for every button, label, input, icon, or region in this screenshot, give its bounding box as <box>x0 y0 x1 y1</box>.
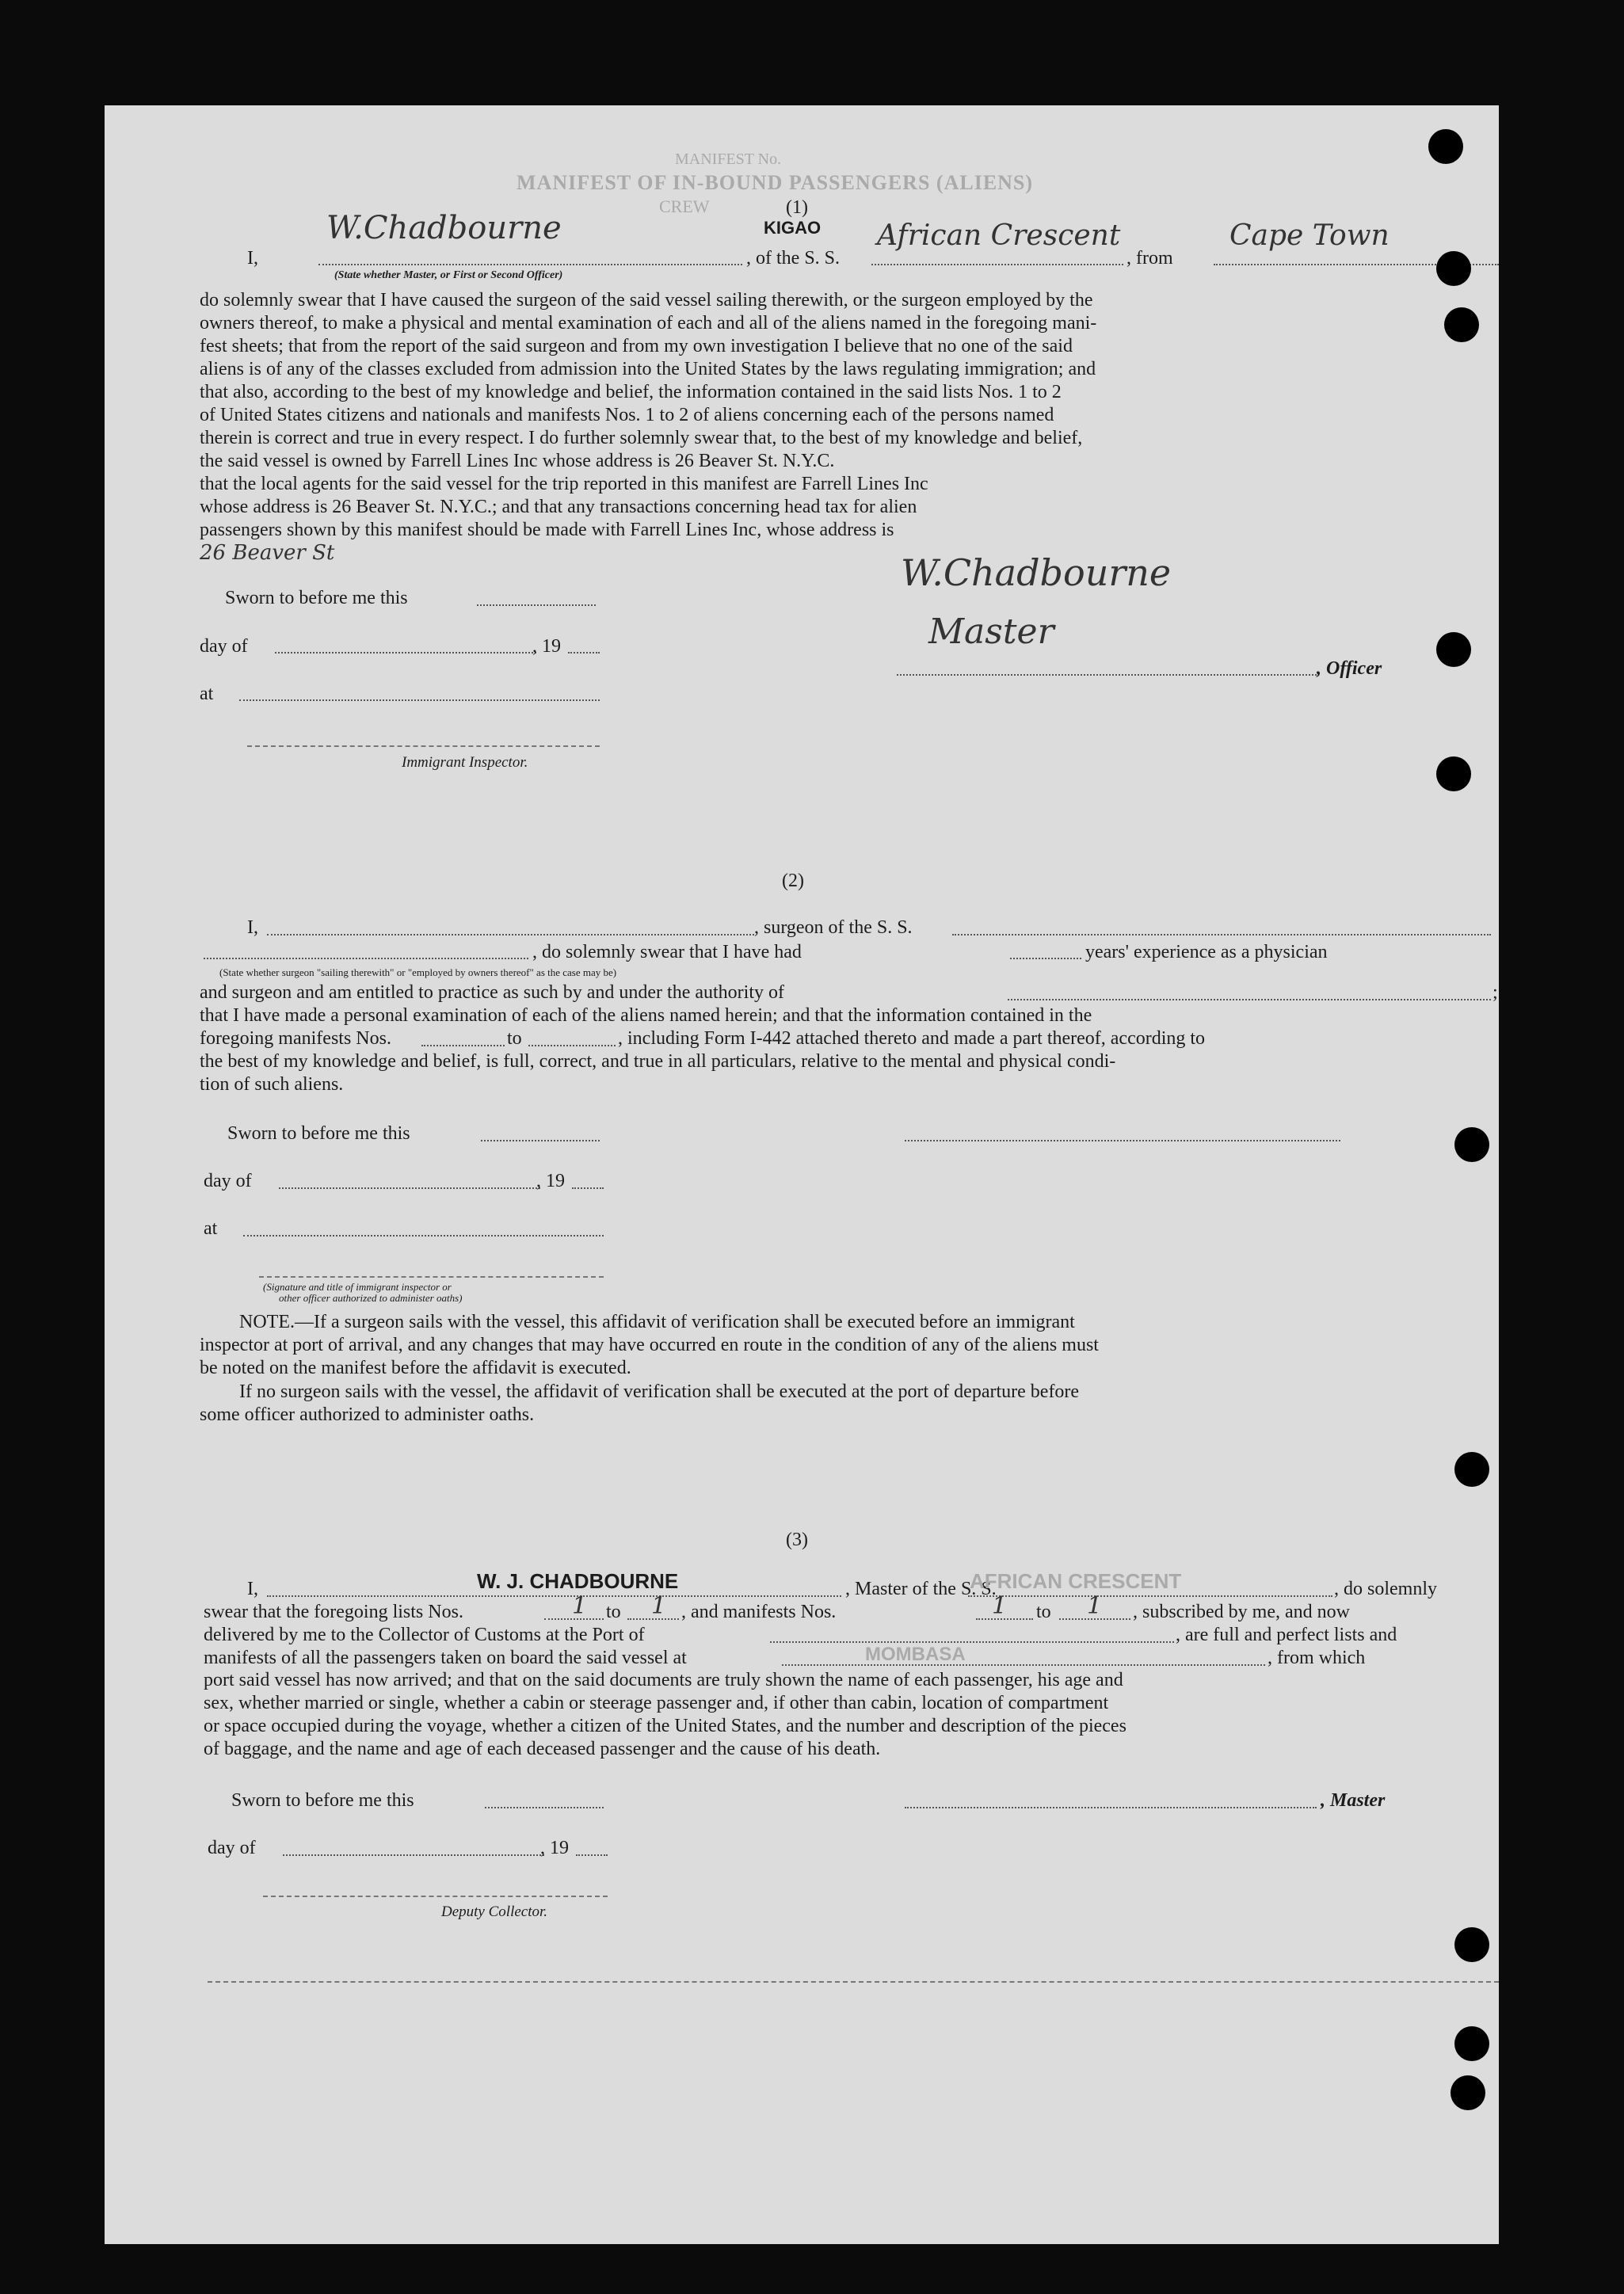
s3-line: of baggage, and the name and age of each deceased passenger and the cause of his death. <box>204 1739 881 1759</box>
note-line: —If a surgeon sails with the vessel, this affidavit of verification shall be executed before an immigrant <box>294 1312 1075 1332</box>
s3-l2e: , subscribed by me, and now <box>1133 1602 1350 1622</box>
s2-line3: and surgeon and am entitled to practice as such by and under the authority of <box>200 982 784 1003</box>
s3-departure-stamp: MOMBASA <box>865 1644 966 1665</box>
s1-oath-paragraph <box>200 289 1499 565</box>
s1-line: aliens is of any of the classes excluded from admission into the United States by the laws regulating immigration; and <box>200 359 1096 379</box>
s3-prefix: I, <box>247 1579 258 1599</box>
s1-of-ss: , of the S. S. <box>746 248 841 269</box>
binder-hole <box>1454 1927 1489 1962</box>
s1-line: that also, according to the best of my knowledge and belief, the information contained in the said lists Nos. 1 to 2 <box>200 382 1062 402</box>
s3-day-of: day of <box>208 1838 256 1858</box>
footer-rule <box>208 1981 1499 1983</box>
binder-hole <box>1428 129 1463 164</box>
note-line: be noted on the manifest before the affidavit is executed. <box>200 1358 631 1378</box>
s3-l2d: to <box>1036 1602 1051 1622</box>
s3-l4a: manifests of all the passengers taken on board the said vessel at <box>204 1648 687 1668</box>
s2-from-line <box>421 1045 505 1046</box>
s1-officer-name: W.Chadbourne <box>326 210 562 246</box>
s2-line5b: to <box>507 1028 522 1049</box>
s3-departure-line <box>782 1664 1265 1666</box>
s2-at: at <box>204 1218 218 1239</box>
s3-l2c: , and manifests Nos. <box>681 1602 837 1622</box>
s1-from-label: , from <box>1127 248 1173 269</box>
s3-l2b: to <box>606 1602 621 1622</box>
s1-sworn-line <box>477 604 596 606</box>
s1-nineteen: , 19 <box>532 636 561 657</box>
binder-hole <box>1436 756 1471 791</box>
s3-master-label: , Master <box>1321 1790 1386 1811</box>
section-3-number: (3) <box>786 1530 808 1550</box>
section-2-number: (2) <box>782 871 804 891</box>
s3-swear: , do solemnly <box>1334 1579 1437 1599</box>
binder-hole <box>1454 2026 1489 2061</box>
s3-line: or space occupied during the voyage, whether a citizen of the United States, and the number and description of the pieces <box>204 1716 1127 1736</box>
s2-day-of: day of <box>204 1171 252 1191</box>
s2-state-line <box>204 958 528 959</box>
s2-semicolon: ; <box>1492 982 1498 1003</box>
binder-hole <box>1454 1127 1489 1162</box>
s3-manifests-to-line <box>1059 1618 1130 1620</box>
s2-line7: tion of such aliens. <box>200 1074 344 1095</box>
binder-hole <box>1454 1452 1489 1487</box>
ghost-manifest-title: MANIFEST OF IN-BOUND PASSENGERS (ALIENS) <box>517 171 1034 194</box>
note-paragraph-1 <box>200 1311 1499 1380</box>
note-line: some officer authorized to administer oaths. <box>200 1404 535 1425</box>
s1-state-note: (State whether Master, or First or Second Officer) <box>334 269 563 281</box>
s3-l4b: , from which <box>1268 1648 1366 1668</box>
s1-line: 26 Beaver St <box>200 541 335 565</box>
s1-sworn: Sworn to before me this <box>225 588 408 608</box>
s1-officer-rank: Master <box>928 612 1054 652</box>
s3-manifests-from-line <box>976 1618 1033 1620</box>
section-1-number: (1) <box>786 197 808 218</box>
s2-authority-line <box>1008 999 1491 1000</box>
s1-line: whose address is 26 Beaver St. N.Y.C.; and that any transactions concerning head tax for alien <box>200 497 917 517</box>
s1-line: the said vessel is owned by Farrell Lines Inc whose address is 26 Beaver St. N.Y.C. <box>200 451 835 471</box>
s2-line5c: , including Form I-442 attached thereto and made a part thereof, according to <box>618 1028 1206 1049</box>
s2-sig-note-2: other officer authorized to administer oaths) <box>279 1292 463 1304</box>
s1-year-line <box>568 652 600 654</box>
s3-line: sex, whether married or single, whether a cabin or steerage passenger and, if other than cabin, location of compartment <box>204 1693 1109 1713</box>
s1-line: passengers shown by this manifest should be made with Farrell Lines Inc, whose address is <box>200 520 894 540</box>
binder-hole <box>1436 251 1471 286</box>
s2-name-line <box>267 934 754 936</box>
s3-master-name-stamp: W. J. CHADBOURNE <box>477 1569 679 1593</box>
s3-l3a: delivered by me to the Collector of Customs at the Port of <box>204 1625 645 1645</box>
s1-day-of: day of <box>200 636 248 657</box>
s1-inspector-label: Immigrant Inspector. <box>402 754 528 771</box>
s2-vessel-line <box>952 934 1491 936</box>
s1-line: do solemnly swear that I have caused the surgeon of the said vessel sailing therewith, or the surgeon employed by the <box>200 290 1093 311</box>
s1-line: therein is correct and true in every respect. I do further solemnly swear that, to the best of my knowledge and belief, <box>200 428 1083 448</box>
s2-years-line <box>1010 958 1081 959</box>
s3-lists-from-line <box>544 1618 604 1620</box>
s1-rank-line <box>897 674 1317 676</box>
s1-vessel-name: African Crescent <box>877 219 1121 252</box>
ghost-crew: CREW <box>659 196 710 216</box>
s3-year-line <box>576 1854 608 1856</box>
s3-paragraph <box>204 1669 1499 1761</box>
s1-vessel-line <box>871 264 1123 265</box>
s2-line2b: years' experience as a physician <box>1085 942 1328 962</box>
s3-lists-to: 1 <box>651 1592 667 1620</box>
s2-nineteen: , 19 <box>536 1171 565 1191</box>
s3-collector-line <box>263 1896 608 1897</box>
section-1-stamp: KIGAO <box>764 218 822 238</box>
s2-day-line <box>279 1187 540 1189</box>
s2-sig-note-1: (Signature and title of immigrant inspector or <box>263 1281 452 1293</box>
s1-line: owners thereof, to make a physical and mental examination of each and all of the aliens named in the foregoing mani- <box>200 313 1097 333</box>
s1-officer-label: , Officer <box>1317 658 1382 679</box>
s1-day-line <box>275 652 536 654</box>
s2-line5a: foregoing manifests Nos. <box>200 1028 391 1049</box>
s2-to-line <box>528 1045 616 1046</box>
s2-year-line <box>572 1187 604 1189</box>
s3-manifests-from: 1 <box>992 1592 1008 1620</box>
manifest-page <box>105 105 1499 2244</box>
note-label: NOTE. <box>239 1312 295 1332</box>
s3-collector-label: Deputy Collector. <box>441 1903 548 1920</box>
s2-line4: that I have made a personal examination of each of the aliens named herein; and that the information contained in the <box>200 1005 1092 1026</box>
s2-sig-line <box>259 1276 604 1278</box>
s2-sworn: Sworn to before me this <box>227 1123 410 1144</box>
s1-at: at <box>200 684 214 704</box>
note-line: inspector at port of arrival, and any changes that may have occurred en route in the condition of any of the aliens must <box>200 1335 1099 1355</box>
s3-vessel-line <box>968 1595 1332 1597</box>
s3-lists-from: 1 <box>572 1592 588 1620</box>
binder-hole <box>1444 307 1479 342</box>
s1-officer-signature: W.Chadbourne <box>901 551 1172 594</box>
note-line: If no surgeon sails with the vessel, the affidavit of verification shall be executed at the port of departure before <box>239 1381 1080 1402</box>
s2-line6: the best of my knowledge and belief, is full, correct, and true in all particulars, relative to the mental and physical condi- <box>200 1051 1116 1072</box>
s3-l3b: , are full and perfect lists and <box>1176 1625 1397 1645</box>
s1-prefix: I, <box>247 248 258 269</box>
s3-sworn: Sworn to before me this <box>231 1790 414 1811</box>
s2-sworn-line <box>481 1140 600 1141</box>
s2-at-line <box>243 1235 604 1237</box>
s2-line2: , do solemnly swear that I have had <box>532 942 802 962</box>
s3-l2a: swear that the foregoing lists Nos. <box>204 1602 463 1622</box>
s3-name-line <box>267 1595 841 1597</box>
ghost-manifest-no: MANIFEST No. <box>675 151 782 168</box>
s3-day-line <box>283 1854 544 1856</box>
s3-vessel-stamp: AFRICAN CRESCENT <box>970 1569 1182 1593</box>
s2-signature-line <box>905 1140 1340 1141</box>
s2-state-note: (State whether surgeon "sailing therewith" or "employed by owners thereof" as the case may be) <box>219 966 617 978</box>
s3-master-sig-line <box>905 1807 1317 1808</box>
s3-sworn-line <box>485 1807 604 1808</box>
s1-at-line <box>239 699 600 701</box>
s2-prefix: I, <box>247 917 258 938</box>
s3-port-line <box>770 1641 1174 1643</box>
binder-hole <box>1451 2075 1485 2110</box>
s1-port-name: Cape Town <box>1229 219 1390 252</box>
s1-line: that the local agents for the said vessel for the trip reported in this manifest are Farrell Lines Inc <box>200 474 928 494</box>
s2-surgeon-of: , surgeon of the S. S. <box>754 917 913 938</box>
s3-manifests-to: 1 <box>1087 1592 1103 1620</box>
binder-hole <box>1436 632 1471 667</box>
s1-inspector-line <box>247 745 600 747</box>
s3-lists-to-line <box>627 1618 679 1620</box>
s1-line: of United States citizens and nationals and manifests Nos. 1 to 2 of aliens concerning each of the persons named <box>200 405 1054 425</box>
note-paragraph-2 <box>200 1381 1499 1427</box>
s3-line: port said vessel has now arrived; and that on the said documents are truly shown the name of each passenger, his age and <box>204 1670 1123 1690</box>
s1-line: fest sheets; that from the report of the said surgeon and from my own investigation I believe that no one of the said <box>200 336 1073 356</box>
s3-master-of: , Master of the S. S. <box>845 1579 997 1599</box>
s3-nineteen: , 19 <box>540 1838 569 1858</box>
